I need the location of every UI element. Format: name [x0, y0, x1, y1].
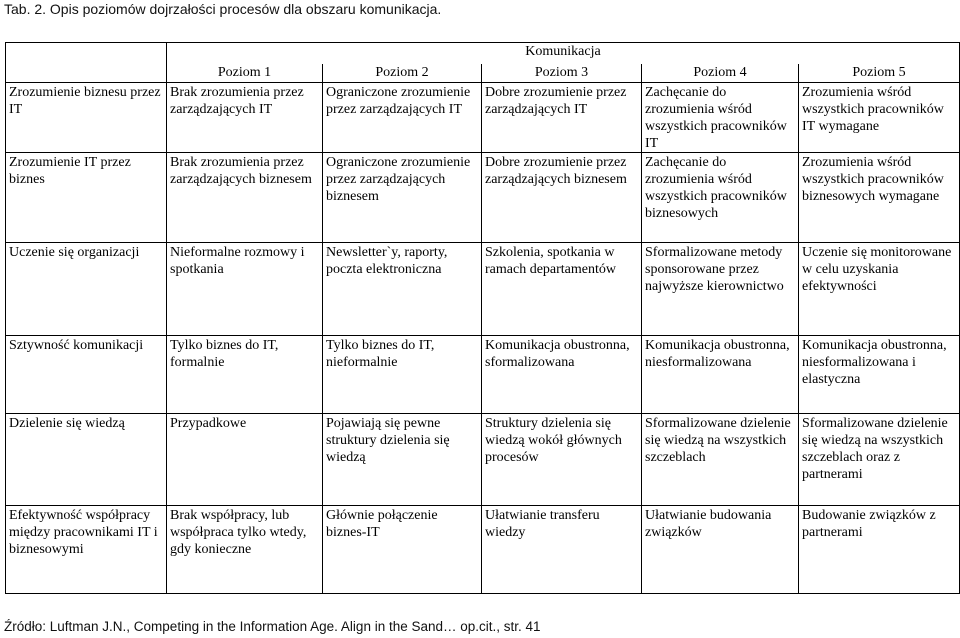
row-label: Uczenie się organizacji: [6, 243, 167, 336]
table-cell: Zachęcanie do zrozumienia wśród wszystkich pracowników biznesowych: [642, 153, 799, 243]
table-cell: Brak zrozumienia przez zarządzających IT: [167, 83, 323, 153]
table-cell: Ograniczone zrozumienie przez zarządzających biznesem: [323, 153, 482, 243]
corner-cell-lower: [6, 64, 167, 83]
table-cell: Pojawiają się pewne struktury dzielenia się wiedzą: [323, 414, 482, 506]
table-cell: Tylko biznes do IT, formalnie: [167, 336, 323, 414]
table-cell: Ułatwianie transferu wiedzy: [482, 506, 642, 594]
level-header: Poziom 5: [799, 64, 960, 83]
level-header: Poziom 3: [482, 64, 642, 83]
table-cell: Przypadkowe: [167, 414, 323, 506]
table-cell: Zrozumienia wśród wszystkich pracowników biznesowych wymagane: [799, 153, 960, 243]
table-cell: Komunikacja obustronna, niesformalizowana i elastyczna: [799, 336, 960, 414]
table-cell: Szkolenia, spotkania w ramach departamentów: [482, 243, 642, 336]
table-cell: Głównie połączenie biznes-IT: [323, 506, 482, 594]
table-cell: Brak zrozumienia przez zarządzających biznesem: [167, 153, 323, 243]
table-cell: Komunikacja obustronna, sformalizowana: [482, 336, 642, 414]
table-cell: Brak współpracy, lub współpraca tylko wtedy, gdy konieczne: [167, 506, 323, 594]
table-cell: Dobre zrozumienie przez zarządzających biznesem: [482, 153, 642, 243]
table-cell: Struktury dzielenia się wiedzą wokół głównych procesów: [482, 414, 642, 506]
table-cell: Uczenie się monitorowane w celu uzyskania efektywności: [799, 243, 960, 336]
maturity-table: [5, 42, 960, 594]
table-cell: Ograniczone zrozumienie przez zarządzających IT: [323, 83, 482, 153]
table-cell: Sformalizowane metody sponsorowane przez najwyższe kierownictwo: [642, 243, 799, 336]
table-cell: Sformalizowane dzielenie się wiedzą na wszystkich szczeblach: [642, 414, 799, 506]
table-cell: Dobre zrozumienie przez zarządzających IT: [482, 83, 642, 153]
row-label: Zrozumienie biznesu przez IT: [6, 83, 167, 153]
row-label: Sztywność komunikacji: [6, 336, 167, 414]
level-header: Poziom 2: [323, 64, 482, 83]
table-cell: Ułatwianie budowania związków: [642, 506, 799, 594]
row-label: Efektywność współpracy między pracownikami IT i biznesowymi: [6, 506, 167, 594]
source-note: Źródło: Luftman J.N., Competing in the Information Age. Align in the Sand… op.cit., str. 41: [4, 619, 541, 634]
table-caption: Tab. 2. Opis poziomów dojrzałości procesów dla obszaru komunikacja.: [4, 1, 442, 17]
table-cell: Zrozumienia wśród wszystkich pracowników IT wymagane: [799, 83, 960, 153]
table-cell: Tylko biznes do IT, nieformalnie: [323, 336, 482, 414]
table-cell: Nieformalne rozmowy i spotkania: [167, 243, 323, 336]
level-header: Poziom 1: [167, 64, 323, 83]
table-cell: Budowanie związków z partnerami: [799, 506, 960, 594]
row-label: Zrozumienie IT przez biznes: [6, 153, 167, 243]
corner-cell: [6, 43, 167, 65]
level-header: Poziom 4: [642, 64, 799, 83]
table-cell: Sformalizowane dzielenie się wiedzą na wszystkich szczeblach oraz z partnerami: [799, 414, 960, 506]
table-cell: Zachęcanie do zrozumienia wśród wszystkich pracowników IT: [642, 83, 799, 153]
table-cell: Komunikacja obustronna, niesformalizowana: [642, 336, 799, 414]
table-title: Komunikacja: [167, 43, 960, 65]
table-cell: Newsletter`y, raporty, poczta elektroniczna: [323, 243, 482, 336]
row-label: Dzielenie się wiedzą: [6, 414, 167, 506]
